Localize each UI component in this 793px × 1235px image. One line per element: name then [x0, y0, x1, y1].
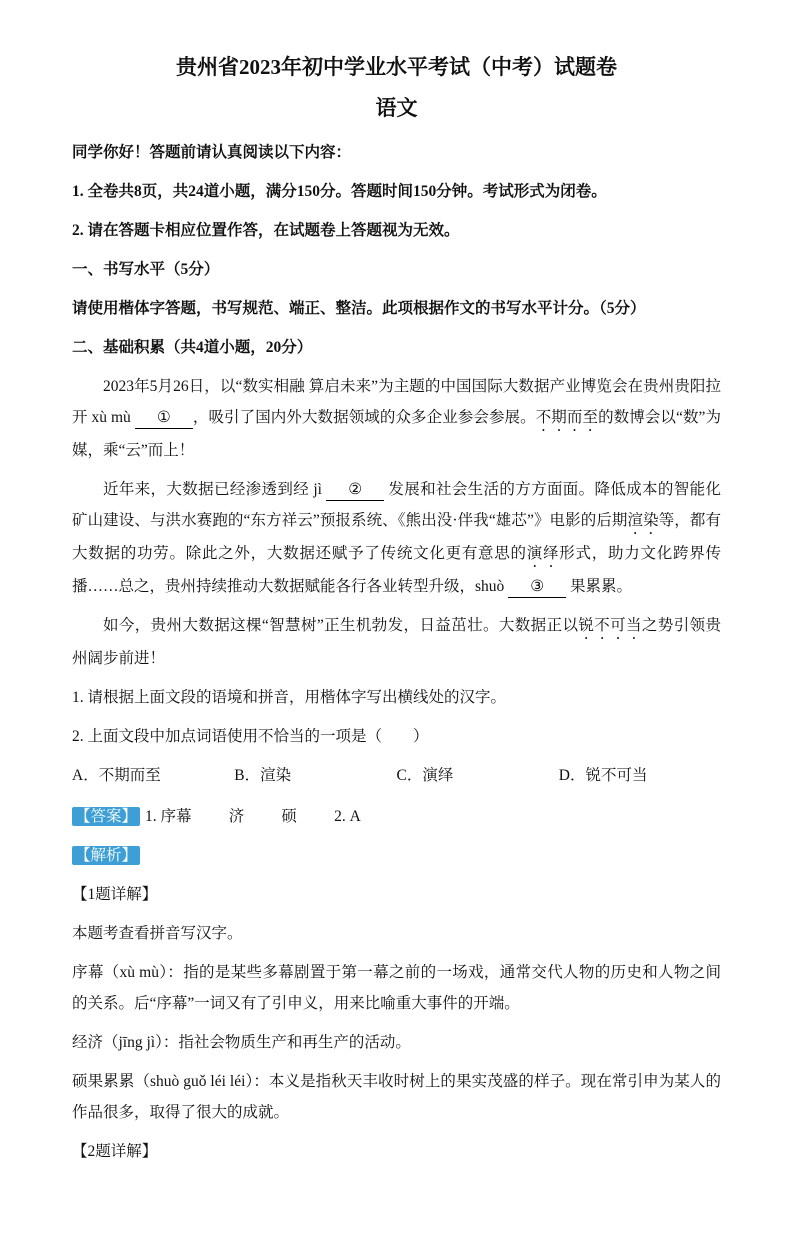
emphasized-word: 渲染: [627, 511, 659, 529]
passage-paragraph-2: [72, 474, 721, 602]
text-run: 经济（jīng jì）：指社会物质生产和再生产的活动。: [72, 1033, 411, 1051]
section-2-heading: [72, 332, 721, 363]
section-1-heading: [72, 254, 721, 285]
text-run: 近年来，大数据已经渗透到经 jì: [103, 480, 327, 498]
document-title: 贵州省2023年初中学业水平考试（中考）试题卷: [176, 55, 617, 79]
text-run: 本题考查看拼音写汉字。: [72, 924, 243, 942]
text-run: 的数博会以“数”为媒，乘“云”而上！: [72, 408, 721, 459]
explanation-intro: [72, 918, 721, 949]
explanation-xumu: [72, 957, 721, 1019]
text-run: 一、书写水平（5分）: [72, 260, 220, 278]
pinyin-blank: ③: [508, 577, 566, 598]
label-badge: 【解析】: [72, 846, 140, 865]
passage-paragraph-3: [72, 610, 721, 674]
answer-part: 济: [228, 807, 245, 825]
answer-part: 1. 序幕: [145, 807, 192, 825]
answer-part: 硕: [281, 807, 297, 825]
text-run: ，吸引了国内外大数据领域的众多企业参会参展。: [192, 408, 536, 426]
option-item: D．锐不可当: [558, 766, 648, 784]
text-run: 果累累。: [566, 577, 633, 595]
text-run: 1. 请根据上面文段的语境和拼音，用楷体字写出横线处的汉字。: [72, 688, 507, 706]
intro-rule-2: [72, 215, 721, 246]
document-subtitle: 语文: [375, 95, 418, 120]
text-run: 序幕（xù mù）：指的是某些多幕剧置于第一幕之前的一场戏，通常交代人物的历史和人物之间的关系。后“序幕”一词又有了引申义，用来比喻重大事件的开端。: [72, 963, 721, 1012]
text-run: 形式，助力文化跨界传播……总之，贵州持续推动大数据赋能各行各业转型升级，shuò: [72, 544, 721, 595]
text-run: 发展和社会生活的方方面面。降低成本的智能化矿山建设、与洪水赛跑的“东方祥云”预报系统、《熊出没·伴我“雄芯”》电影的后期: [72, 480, 721, 529]
analysis-label: [72, 840, 721, 871]
emphasized-word: 不期而至: [535, 408, 599, 426]
text-run: 【1题详解】: [72, 885, 158, 903]
text-run: 同学你好！答题前请认真阅读以下内容：: [72, 143, 352, 161]
emphasized-word: 锐不可当: [578, 616, 642, 634]
emphasized-word: 演绎: [526, 544, 560, 562]
passage-paragraph-1: [72, 371, 721, 466]
answer-part: 2. A: [334, 807, 361, 825]
text-run: 2. 请在答题卡相应位置作答，在试题卷上答题视为无效。: [72, 221, 460, 239]
text-run: 【2题详解】: [72, 1142, 158, 1160]
question-1: [72, 682, 721, 713]
explanation-jingji: [72, 1027, 721, 1058]
option-item: B．渲染: [234, 766, 292, 784]
section-1-body: [72, 293, 721, 324]
option-item: A．不期而至: [72, 766, 161, 784]
detail-heading-1: [72, 879, 721, 910]
label-badge: 【答案】: [72, 807, 140, 826]
question-2: [72, 721, 721, 752]
intro-rule-1: [72, 176, 721, 207]
text-run: 之势引领贵州阔步前进！: [72, 616, 721, 667]
pinyin-blank: ②: [326, 480, 384, 501]
detail-heading-2: [72, 1136, 721, 1167]
text-run: 如今，贵州大数据这棵“智慧树”正生机勃发，日益茁壮。大数据正以: [103, 616, 579, 634]
pinyin-blank: ①: [135, 408, 193, 429]
answer-line: [72, 801, 721, 832]
document-body: [72, 137, 721, 1167]
option-item: C．演绎: [396, 766, 454, 784]
text-run: 硕果累累（shuò guǒ léi léi）：本义是指秋天丰收时树上的果实茂盛的样子。现在常引申为某人的作品很多，取得了很大的成就。: [72, 1072, 721, 1121]
question-2-options: [72, 760, 721, 791]
text-run: 等，都有大数据的功劳。除此之外，大数据还赋予了传统文化更有意思的: [72, 511, 721, 562]
text-run: 1. 全卷共8页，共24道小题，满分150分。答题时间150分钟。考试形式为闭卷。: [72, 182, 607, 200]
intro-greeting: [72, 137, 721, 168]
text-run: 二、基础积累（共4道小题，20分）: [72, 338, 313, 356]
text-run: 2. 上面文段中加点词语使用不恰当的一项是（ ）: [72, 727, 429, 745]
text-run: 2023年5月26日，以“数实相融 算启未来”为主题的中国国际大数据产业博览会在贵州贵阳拉开 xù mù: [72, 377, 721, 426]
explanation-shuoguo: [72, 1066, 721, 1128]
text-run: 请使用楷体字答题，书写规范、端正、整洁。此项根据作文的书写水平计分。（5分）: [72, 299, 646, 317]
